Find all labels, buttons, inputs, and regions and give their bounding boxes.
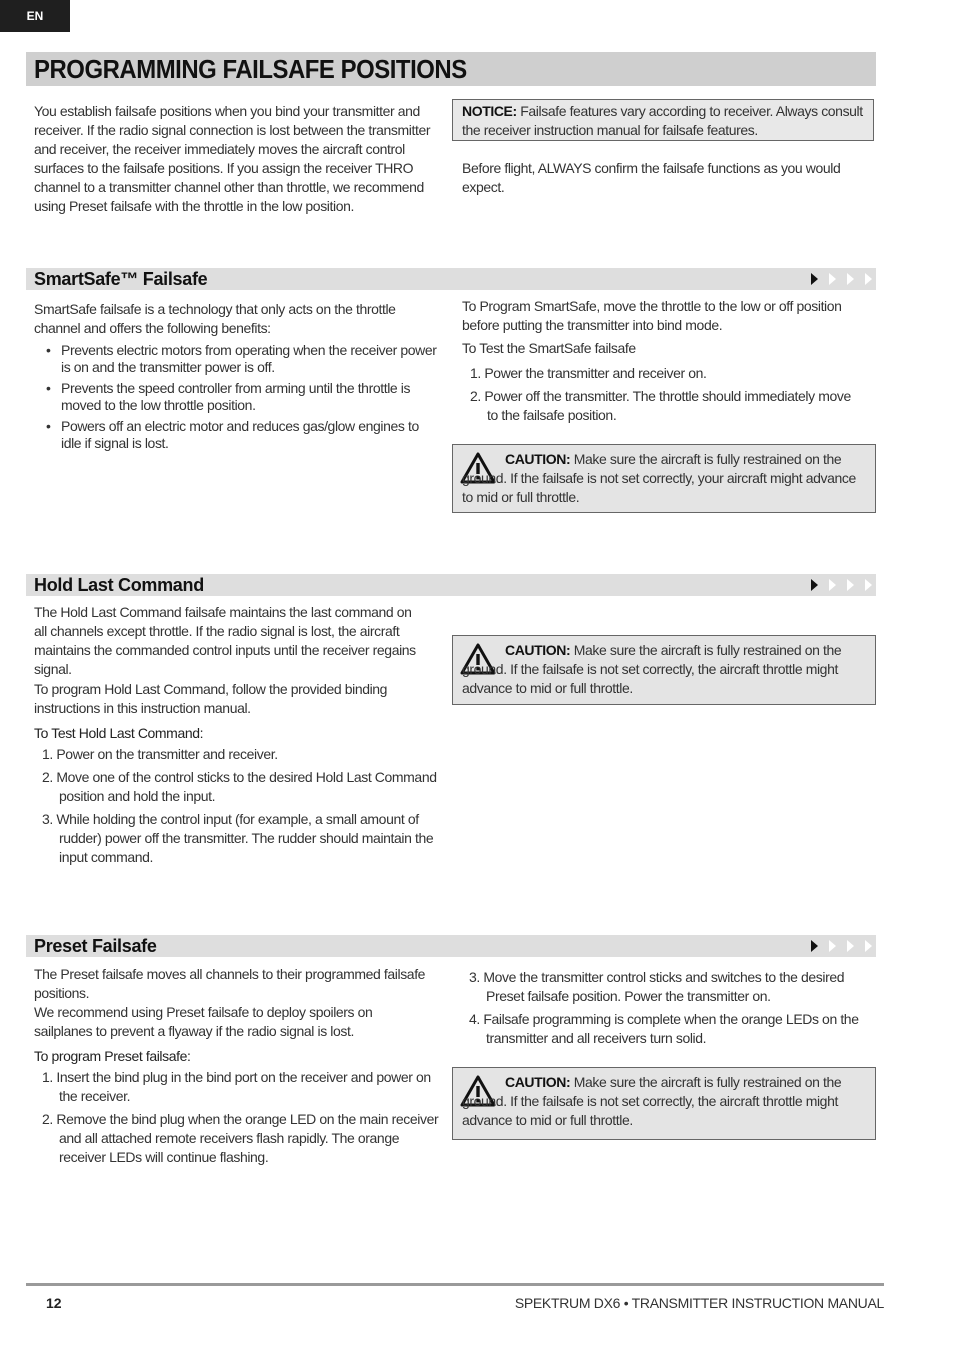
list-item: 1. Power on the transmitter and receiver. — [42, 746, 278, 762]
smartsafe-test-heading: To Test the SmartSafe failsafe — [462, 340, 636, 356]
arrow-right-icon — [811, 940, 818, 952]
list-item: 2. Power off the transmitter. The throttle should immediately move to the failsafe position. — [470, 388, 851, 423]
caution-text: Make sure the aircraft is fully restrained on the ground. If the failsafe is not set correctly, the aircraft throttle might advance to mid or full throttle. — [462, 642, 842, 696]
manual-title: SPEKTRUM DX6 • TRANSMITTER INSTRUCTION MANUAL — [514, 1295, 884, 1311]
before-flight-text: Before flight, ALWAYS confirm the failsafe functions as you would expect. — [462, 160, 841, 195]
caution-box-smartsafe — [452, 444, 876, 513]
notice-box — [452, 99, 874, 141]
list-item: 2. Remove the bind plug when the orange LED on the main receiver and all attached remote receivers flash rapidly. The orange receiver LEDs will continue flashing. — [42, 1111, 439, 1165]
hold-last-para2: To program Hold Last Command, follow the provided binding instructions in this instruction manual. — [34, 681, 388, 716]
caution-text: Make sure the aircraft is fully restrained on the ground. If the failsafe is not set correctly, the aircraft throttle might advance to mid or full throttle. — [462, 1074, 842, 1128]
caution-box-hold-last — [452, 635, 876, 705]
list-item: • Powers off an electric motor and reduces gas/glow engines to idle if signal is lost. — [34, 418, 438, 452]
list-item: • Prevents electric motors from operating when the receiver power is on and the transmitter power is off. — [34, 342, 438, 376]
caution-text: Make sure the aircraft is fully restrained on the ground. If the failsafe is not set correctly, your aircraft might advance to mid or full throttle. — [462, 451, 856, 505]
section-title-smartsafe: SmartSafe™ Failsafe — [34, 269, 208, 289]
section-title-hold-last: Hold Last Command — [34, 575, 204, 595]
caution-label: CAUTION: — [505, 451, 571, 467]
arrow-right-icon — [847, 273, 854, 285]
arrow-right-icon — [865, 579, 872, 591]
arrow-right-icon — [847, 579, 854, 591]
arrow-right-icon — [829, 579, 836, 591]
caution-label: CAUTION: — [505, 642, 571, 658]
list-item: 4. Failsafe programming is complete when the orange LEDs on the transmitter and all receivers turn solid. — [469, 1011, 859, 1046]
arrow-right-icon — [811, 273, 818, 285]
preset-steps-right — [461, 968, 866, 1048]
arrow-right-icon — [847, 940, 854, 952]
arrow-icons — [811, 579, 872, 591]
section-bar-smartsafe — [26, 268, 876, 290]
hold-last-para1: The Hold Last Command failsafe maintains the last command on all channels except throttle. If the radio signal is lost, the aircraft maintains the commanded control inputs until the receiver regains signal. — [34, 604, 416, 677]
section-bar-hold-last — [26, 574, 876, 596]
list-item: 3. While holding the control input (for example, a small amount of rudder) power off the transmitter. The rudder should maintain the input command. — [42, 811, 434, 865]
section-title-preset: Preset Failsafe — [34, 936, 157, 956]
smartsafe-test-steps — [462, 364, 862, 425]
smartsafe-program-text: To Program SmartSafe, move the throttle to the low or off position before putting the transmitter into bind mode. — [462, 298, 842, 333]
preset-program-heading: To program Preset failsafe: — [34, 1048, 191, 1064]
list-item: 1. Power the transmitter and receiver on. — [470, 365, 707, 381]
page-title: PROGRAMMING FAILSAFE POSITIONS — [34, 54, 467, 84]
page-number: 12 — [46, 1295, 62, 1311]
hold-last-test-heading: To Test Hold Last Command: — [34, 725, 204, 741]
hold-last-test-steps — [34, 745, 446, 867]
preset-para2: We recommend using Preset failsafe to deploy spoilers on sailplanes to prevent a flyaway if the radio signal is lost. — [34, 1004, 373, 1039]
notice-label: NOTICE: — [462, 103, 517, 119]
arrow-right-icon — [865, 940, 872, 952]
arrow-right-icon — [865, 273, 872, 285]
caution-box-preset — [452, 1067, 876, 1140]
preset-para1: The Preset failsafe moves all channels to their programmed failsafe positions. — [34, 966, 426, 1001]
list-item: 2. Move one of the control sticks to the desired Hold Last Command position and hold the input. — [42, 769, 437, 804]
caution-label: CAUTION: — [505, 1074, 571, 1090]
list-item: 1. Insert the bind plug in the bind port on the receiver and power on the receiver. — [42, 1069, 431, 1104]
list-item: 3. Move the transmitter control sticks and switches to the desired Preset failsafe position. Power the transmitter on. — [469, 969, 845, 1004]
language-tab: EN — [0, 0, 70, 32]
smartsafe-benefits-list — [34, 342, 438, 456]
arrow-icons — [811, 940, 872, 952]
list-item: • Prevents the speed controller from arming until the throttle is moved to the low throttle position. — [34, 380, 438, 414]
section-bar-preset — [26, 935, 876, 957]
arrow-right-icon — [811, 579, 818, 591]
arrow-right-icon — [829, 273, 836, 285]
footer-rule — [26, 1283, 884, 1286]
smartsafe-intro: SmartSafe failsafe is a technology that only acts on the throttle channel and offers the following benefits: — [34, 301, 396, 336]
arrow-icons — [811, 273, 872, 285]
preset-steps-left — [34, 1068, 444, 1167]
arrow-right-icon — [829, 940, 836, 952]
notice-text: Failsafe features vary according to receiver. Always consult the receiver instruction manual for failsafe features. — [462, 103, 863, 138]
intro-paragraph: You establish failsafe positions when you bind your transmitter and receiver. If the radio signal connection is lost between the transmitter and receiver, the receiver immediately moves the aircraft control surfaces to the failsafe positions. If you assign the receiver THRO channel to a transmitter channel other than throttle, we recommend using Preset failsafe with the throttle in the low position. — [34, 103, 431, 214]
